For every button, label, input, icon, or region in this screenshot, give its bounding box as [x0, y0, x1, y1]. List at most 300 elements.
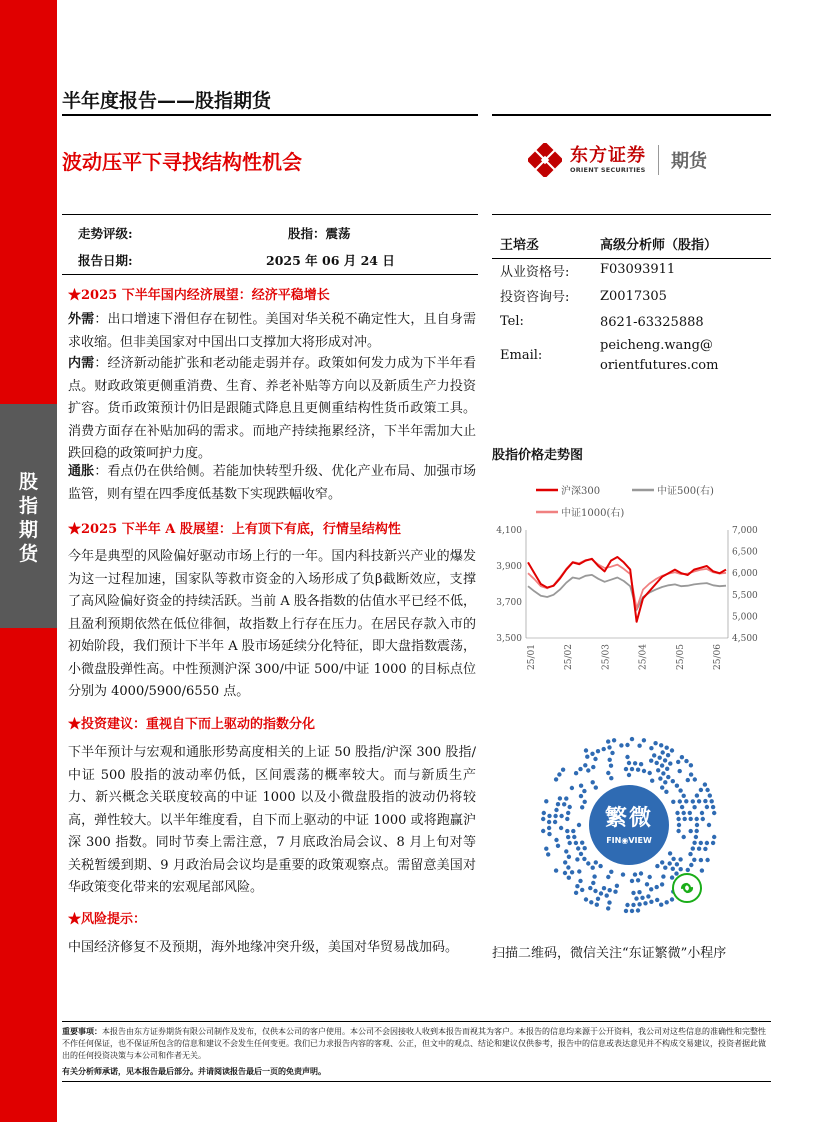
chart-y-tick-right: 4,500 — [732, 634, 758, 644]
qr-dot — [636, 908, 640, 912]
qr-dot — [553, 814, 557, 818]
qr-dot — [642, 769, 646, 773]
qr-dot — [659, 903, 663, 907]
qr-dot — [633, 872, 637, 876]
qr-dot — [683, 817, 687, 821]
chart-x-tick: 25/03 — [601, 644, 612, 670]
qr-dot — [630, 879, 634, 883]
qr-dot — [658, 776, 662, 780]
qr-dot — [682, 811, 686, 815]
qr-dot — [663, 866, 667, 870]
qr-dot — [584, 897, 588, 901]
qr-dot — [579, 852, 583, 856]
qr-dot — [655, 761, 659, 765]
qr-dot — [561, 768, 565, 772]
qr-dot — [670, 748, 674, 752]
qr-dot — [631, 903, 635, 907]
qr-dot — [699, 858, 703, 862]
qr-dot — [599, 891, 603, 895]
qr-dot — [689, 829, 693, 833]
qr-dot — [570, 786, 574, 790]
paragraph-lead: 通胀 — [68, 464, 95, 479]
qr-dot — [649, 900, 653, 904]
qr-dot — [642, 738, 646, 742]
paragraph — [68, 309, 476, 354]
qr-dot — [541, 817, 545, 821]
qr-dot — [594, 785, 598, 789]
qr-dot — [630, 767, 634, 771]
meta-divider-bottom — [62, 274, 478, 275]
qr-dot — [695, 817, 699, 821]
analyst-row-value: Z0017305 — [600, 289, 667, 304]
qr-dot — [637, 890, 641, 894]
qr-dot — [633, 761, 637, 765]
qr-dot — [653, 741, 657, 745]
qr-dot — [593, 889, 597, 893]
qr-dot — [663, 780, 667, 784]
index-price-chart — [492, 470, 772, 670]
qr-dot — [700, 868, 704, 872]
footer-disclaimer — [62, 1026, 771, 1062]
paragraph-text: ：经济新动能扩张和老动能走弱并存。政策如何发力成为下半年看点。财政政策更侧重消费、生育、养老补贴等方向以及新质生产力投资扩容。货币政策预计仍旧是跟随式降息且更侧重结构性货币政策工具。消费方面存在补贴加码的需求。而地产持续拖累经济，下半年需加大止跌回稳的政策呵护力度。 — [68, 356, 476, 461]
qr-dot — [676, 829, 680, 833]
qr-dot — [678, 788, 682, 792]
qr-dot — [663, 758, 667, 762]
chart-y-tick-left: 3,900 — [496, 562, 522, 572]
chart-y-tick-left: 3,700 — [496, 598, 522, 608]
qr-dot — [668, 761, 672, 765]
qr-dot — [582, 789, 586, 793]
qr-dot — [671, 779, 675, 783]
header-divider-right — [492, 114, 771, 116]
logo-separator — [658, 145, 659, 175]
report-title: 波动压平下寻找结构性机会 — [62, 150, 302, 174]
qr-dot — [675, 862, 679, 866]
qr-dot — [660, 860, 664, 864]
qr-dot — [649, 746, 653, 750]
qr-dot — [691, 846, 695, 850]
qr-dot — [565, 829, 569, 833]
email-link[interactable]: peicheng.wang@ — [600, 338, 713, 353]
qr-dot — [670, 897, 674, 901]
qr-dot — [665, 746, 669, 750]
analyst-name: 王培丞 — [500, 238, 540, 253]
meta-divider-top — [62, 214, 478, 215]
qr-dot — [606, 771, 610, 775]
qr-dot — [625, 743, 629, 747]
qr-dot — [692, 841, 696, 845]
qr-dot — [711, 805, 715, 809]
chart-y-tick-right: 5,000 — [732, 612, 758, 623]
analyst-row-value: 8621-63325888 — [600, 315, 704, 330]
chart-y-tick-left: 3,500 — [496, 634, 522, 644]
qr-dot — [547, 814, 551, 818]
chart-y-tick-right: 6,000 — [732, 569, 758, 580]
qr-dot — [554, 808, 558, 812]
qr-dot — [615, 884, 619, 888]
qr-dot — [584, 748, 588, 752]
chart-legend-label: 中证1000(右) — [561, 508, 625, 519]
qr-dot — [655, 864, 659, 868]
qr-dot — [665, 767, 669, 771]
qr-dot — [695, 823, 699, 827]
analyst-divider-bottom — [492, 258, 771, 259]
qr-dot — [649, 887, 653, 891]
qr-dot — [661, 771, 665, 775]
qr-dot — [675, 784, 679, 788]
qr-dot — [541, 829, 545, 833]
qr-dot — [589, 900, 593, 904]
qr-dot — [689, 772, 693, 776]
qr-dot — [577, 869, 581, 873]
qr-dot — [712, 811, 716, 815]
qr-dot — [688, 811, 692, 815]
qr-dot — [606, 906, 610, 910]
paragraph: 今年是典型的风险偏好驱动市场上行的一年。国内科技新兴产业的爆发为这一过程加速，国家队等救市资金的入场形成了负β截断效应，支撑了高风险偏好资金的持续活跃。当前 A 股各指数的估值水平已经不低，且盈利预期依然在低位徘徊，故指数上行存在压力。在居民存款入市的初始阶段，我们预计下半年 A 股市场延续分化特征，即大盘指数震荡，小微盘股弹性高。中性预测沪深 300/中证 500/中证 1000 的目标点位分别为 4000/5900/6550 点。 — [68, 549, 476, 699]
footer-text: 本报告由东方证券期货有限公司制作及发布，仅供本公司的客户使用。本公司不会因接收人收到本报告而视其为客户。本报告的信息均来源于公开资料，我公司对这些信息的准确性和完整性不作任何保证，也不保证所包含的信息和建议不会发生任何变更。我们已力求报告内容的客观、公正，但文中的观点、结论和建议仅供参考，报告中的信息或表达意见并不构成交易建议，投资者据此做出的任何投资决策与本公司和作者无关。 — [62, 1027, 766, 1060]
company-logo — [528, 141, 707, 179]
qr-dot — [705, 788, 709, 792]
qr-dot — [612, 738, 616, 742]
qr-dot — [608, 758, 612, 762]
qr-dot — [645, 882, 649, 886]
chart-y-tick-right: 6,500 — [732, 547, 758, 558]
qr-dot — [627, 773, 631, 777]
qr-dot — [590, 752, 594, 756]
chart-title: 股指价格走势图 — [492, 448, 584, 463]
qr-dot — [694, 835, 698, 839]
qr-dot — [605, 893, 609, 897]
qr-dot — [655, 885, 659, 889]
qr-dot — [660, 882, 664, 886]
qr-caption: 扫描二维码，微信关注“东证繁微”小程序 — [492, 946, 727, 961]
qr-dot — [659, 743, 663, 747]
qr-dot — [627, 761, 631, 765]
qr-dot — [697, 799, 701, 803]
qr-dot — [547, 820, 551, 824]
qr-dot — [692, 805, 696, 809]
analyst-row-label: Email: — [500, 348, 543, 363]
chart-y-tick-left: 4,100 — [496, 526, 522, 536]
chart-series-line — [528, 557, 726, 622]
paragraph-text: ：看点仍在供给侧。若能加快转型升级、优化产业布局、加强市场监管，则有望在四季度低基数下实现跌幅收窄。 — [68, 464, 476, 502]
qr-dot — [554, 777, 558, 781]
qr-dot — [579, 794, 583, 798]
qr-dot — [580, 805, 584, 809]
footer-note: 有关分析师承诺，见本报告最后部分。并请阅读报告最后一页的免责声明。 — [62, 1067, 326, 1076]
email-link-domain[interactable]: orientfutures.com — [600, 358, 719, 373]
qr-dot — [671, 800, 675, 804]
rating-label: 走势评级: — [78, 226, 133, 241]
qr-dot — [574, 841, 578, 845]
qr-dot — [652, 753, 656, 757]
qr-dot — [607, 900, 611, 904]
qr-dot — [625, 903, 629, 907]
qr-dot — [596, 897, 600, 901]
qr-dot — [563, 871, 567, 875]
logo-sub: 期货 — [671, 151, 707, 172]
qr-dot — [609, 764, 613, 768]
qr-center-text: 繁微 — [604, 806, 653, 831]
qr-dot — [563, 860, 567, 864]
qr-dot — [630, 737, 634, 741]
qr-dot — [575, 884, 579, 888]
qr-dot — [608, 888, 612, 892]
orient-logo-icon — [528, 143, 562, 177]
chart-x-tick: 25/06 — [713, 644, 723, 670]
qr-dot — [594, 860, 598, 864]
qr-dot — [640, 896, 644, 900]
chart-x-tick: 25/04 — [638, 644, 649, 670]
qr-dot — [559, 814, 563, 818]
chart-x-tick: 25/02 — [564, 644, 575, 670]
qr-dot — [591, 866, 595, 870]
qr-dot — [697, 847, 701, 851]
qr-dot — [699, 841, 703, 845]
wechat-miniprogram-icon — [672, 873, 702, 903]
qr-dot — [658, 756, 662, 760]
qr-dot — [568, 841, 572, 845]
sidebar-char: 期 — [18, 519, 38, 541]
chart-legend-label: 中证500(右) — [657, 486, 714, 497]
qr-dot — [660, 763, 664, 767]
analyst-row-label: 投资咨询号: — [500, 290, 570, 305]
footer-label: 重要事项： — [62, 1027, 102, 1036]
qr-dot — [705, 858, 709, 862]
qr-dot — [606, 875, 610, 879]
qr-dot — [710, 799, 714, 803]
qr-dot — [554, 838, 558, 842]
sidebar-char: 股 — [18, 471, 38, 493]
qr-dot — [708, 793, 712, 797]
qr-dot — [684, 759, 688, 763]
qr-dot — [578, 879, 582, 883]
qr-dot — [591, 765, 595, 769]
qr-dot — [572, 835, 576, 839]
qr-dot — [678, 857, 682, 861]
qr-dot — [574, 891, 578, 895]
qr-dot — [559, 826, 563, 830]
qr-dot — [686, 868, 690, 872]
paragraph-lead: 外需 — [68, 312, 95, 327]
qr-dot — [648, 771, 652, 775]
qr-dot — [692, 858, 696, 862]
qr-dot — [639, 762, 643, 766]
chart-svg — [492, 470, 772, 670]
paragraph: 下半年预计与宏观和通胀形势高度相关的上证 50 股指/沪深 300 股指/中证 500 股指的波动率仍低，区间震荡的概率较大。而与新质生产力、新兴概念关联度较高的中证 1000 以及小微盘股指的波动仍将较高，弹性较大。以半年维度看，自下而上驱动的中证 1000 或将跑赢沪深 300 指数。同时节奏上需注意，7 月底政治局会议、8 月上旬对等关税暂缓到期、9 月政治局会议均是重要的政策观察点。需留意美国对华政策变化带来的宏观尾部风险。 — [68, 745, 476, 895]
analyst-row-label: Tel: — [500, 314, 524, 329]
qr-dot — [655, 898, 659, 902]
qr-dot — [609, 870, 613, 874]
qr-dot — [574, 771, 578, 775]
logo-cn: 东方证券 — [570, 145, 646, 166]
qr-dot — [595, 903, 599, 907]
qr-dot — [699, 788, 703, 792]
qr-dot — [675, 811, 679, 815]
footer-divider-top — [62, 1021, 771, 1022]
analyst-divider-top — [492, 214, 771, 215]
qr-dot — [660, 785, 664, 789]
qr-dot — [624, 909, 628, 913]
qr-dot — [637, 902, 641, 906]
qr-dot — [703, 847, 707, 851]
qr-dot — [619, 743, 623, 747]
qr-dot — [542, 811, 546, 815]
qr-dot — [609, 776, 613, 780]
date-label: 报告日期: — [78, 253, 133, 268]
qr-dot — [671, 857, 675, 861]
qr-dot — [568, 805, 572, 809]
section-title: ★2025 下半年国内经济展望：经济平稳增长 — [68, 288, 330, 303]
qr-dot — [556, 844, 560, 848]
chart-y-tick-right: 5,500 — [732, 590, 758, 601]
qr-dot — [703, 782, 707, 786]
qr-dot — [686, 778, 690, 782]
qr-dot — [625, 755, 629, 759]
qr-dot — [591, 881, 595, 885]
qr-dot — [648, 875, 652, 879]
section-title: ★风险提示： — [68, 912, 147, 927]
qr-dot — [636, 878, 640, 882]
qr-dot — [579, 784, 583, 788]
qr-dot — [593, 757, 597, 761]
qr-dot — [566, 865, 570, 869]
qr-dot — [544, 799, 548, 803]
qr-dot — [567, 855, 571, 859]
qr-dot — [556, 802, 560, 806]
qr-dot — [679, 867, 683, 871]
qr-dot — [707, 823, 711, 827]
qr-dot — [689, 817, 693, 821]
qr-dot — [607, 745, 611, 749]
qr-dot — [689, 763, 693, 767]
chart-x-tick: 25/05 — [675, 644, 686, 670]
qr-dot — [576, 846, 580, 850]
qr-dot — [680, 755, 684, 759]
logo-en: ORIENT SECURITIES — [570, 166, 646, 174]
qr-center — [589, 785, 669, 865]
qr-dot — [583, 800, 587, 804]
qr-dot — [664, 790, 668, 794]
qr-dot — [639, 871, 643, 875]
qr-dot — [580, 841, 584, 845]
qr-dot — [624, 767, 628, 771]
header-divider-left — [62, 114, 478, 116]
qr-dot — [562, 802, 566, 806]
analyst-row-label: 从业资格号: — [500, 265, 570, 280]
qr-dot — [547, 826, 551, 830]
qr-dot — [695, 829, 699, 833]
qr-dot — [565, 817, 569, 821]
qr-dot — [682, 835, 686, 839]
qr-dot — [680, 805, 684, 809]
qr-dot — [570, 870, 574, 874]
qr-dot — [596, 749, 600, 753]
qr-dot — [671, 867, 675, 871]
qr-dot — [592, 874, 596, 878]
qr-dot — [558, 796, 562, 800]
qr-dot — [602, 886, 606, 890]
qr-dot — [588, 886, 592, 890]
qr-dot — [677, 823, 681, 827]
qr-dot — [580, 888, 584, 892]
qr-dot — [610, 751, 614, 755]
qr-dot — [546, 852, 550, 856]
paragraph-lead: 内需 — [68, 356, 95, 371]
footer-divider-bottom — [62, 1081, 771, 1082]
qr-dot — [643, 901, 647, 905]
qr-dot — [711, 841, 715, 845]
qr-dot — [554, 868, 558, 872]
qr-dot — [676, 760, 680, 764]
sidebar-vertical-title — [0, 470, 57, 566]
qr-code[interactable] — [536, 732, 722, 918]
date-value: 2025 年 06 月 24 日 — [266, 253, 395, 268]
qr-dot — [665, 900, 669, 904]
qr-dot — [557, 772, 561, 776]
sidebar-char: 货 — [18, 543, 38, 565]
paragraph — [68, 353, 476, 466]
qr-dot — [585, 755, 589, 759]
qr-dot — [631, 891, 635, 895]
qr-dot — [586, 768, 590, 772]
qr-dot — [649, 759, 653, 763]
qr-center-sub: FIN◉VIEW — [606, 836, 652, 845]
qr-dot — [566, 835, 570, 839]
qr-dot — [637, 744, 641, 748]
qr-dot — [646, 894, 650, 898]
qr-dot — [564, 796, 568, 800]
qr-dot — [695, 793, 699, 797]
qr-dot — [636, 768, 640, 772]
qr-dot — [666, 775, 670, 779]
qr-dot — [634, 896, 638, 900]
qr-dot — [661, 750, 665, 754]
qr-dot — [656, 768, 660, 772]
qr-dot — [678, 769, 682, 773]
qr-dot — [575, 857, 579, 861]
qr-dot — [602, 747, 606, 751]
analyst-title: 高级分析师（股指） — [600, 238, 718, 253]
qr-dot — [693, 777, 697, 781]
qr-dot — [703, 799, 707, 803]
qr-dot — [606, 739, 610, 743]
qr-dot — [668, 851, 672, 855]
qr-dot — [630, 909, 634, 913]
qr-dot — [591, 780, 595, 784]
analyst-row-value: F03093911 — [600, 262, 676, 277]
qr-dot — [571, 829, 575, 833]
qr-dot — [583, 846, 587, 850]
qr-dot — [691, 799, 695, 803]
chart-y-tick-right: 7,000 — [732, 526, 758, 536]
qr-dot — [564, 849, 568, 853]
qr-dot — [613, 890, 617, 894]
qr-dot — [684, 799, 688, 803]
sidebar-char: 指 — [18, 495, 38, 517]
qr-dot — [666, 753, 670, 757]
section-title: ★2025 下半年 A 股展望：上有顶下有底，行情呈结构性 — [68, 522, 401, 537]
qr-dot — [586, 861, 590, 865]
qr-dot — [566, 811, 570, 815]
qr-dot — [689, 863, 693, 867]
qr-dot — [567, 876, 571, 880]
qr-dot — [705, 841, 709, 845]
qr-dot — [688, 852, 692, 856]
chart-legend-label: 沪深300 — [561, 486, 601, 497]
paragraph: 中国经济修复不及预期，海外地缘冲突升级，美国对华贸易战加码。 — [68, 940, 459, 955]
qr-dot — [583, 763, 587, 767]
